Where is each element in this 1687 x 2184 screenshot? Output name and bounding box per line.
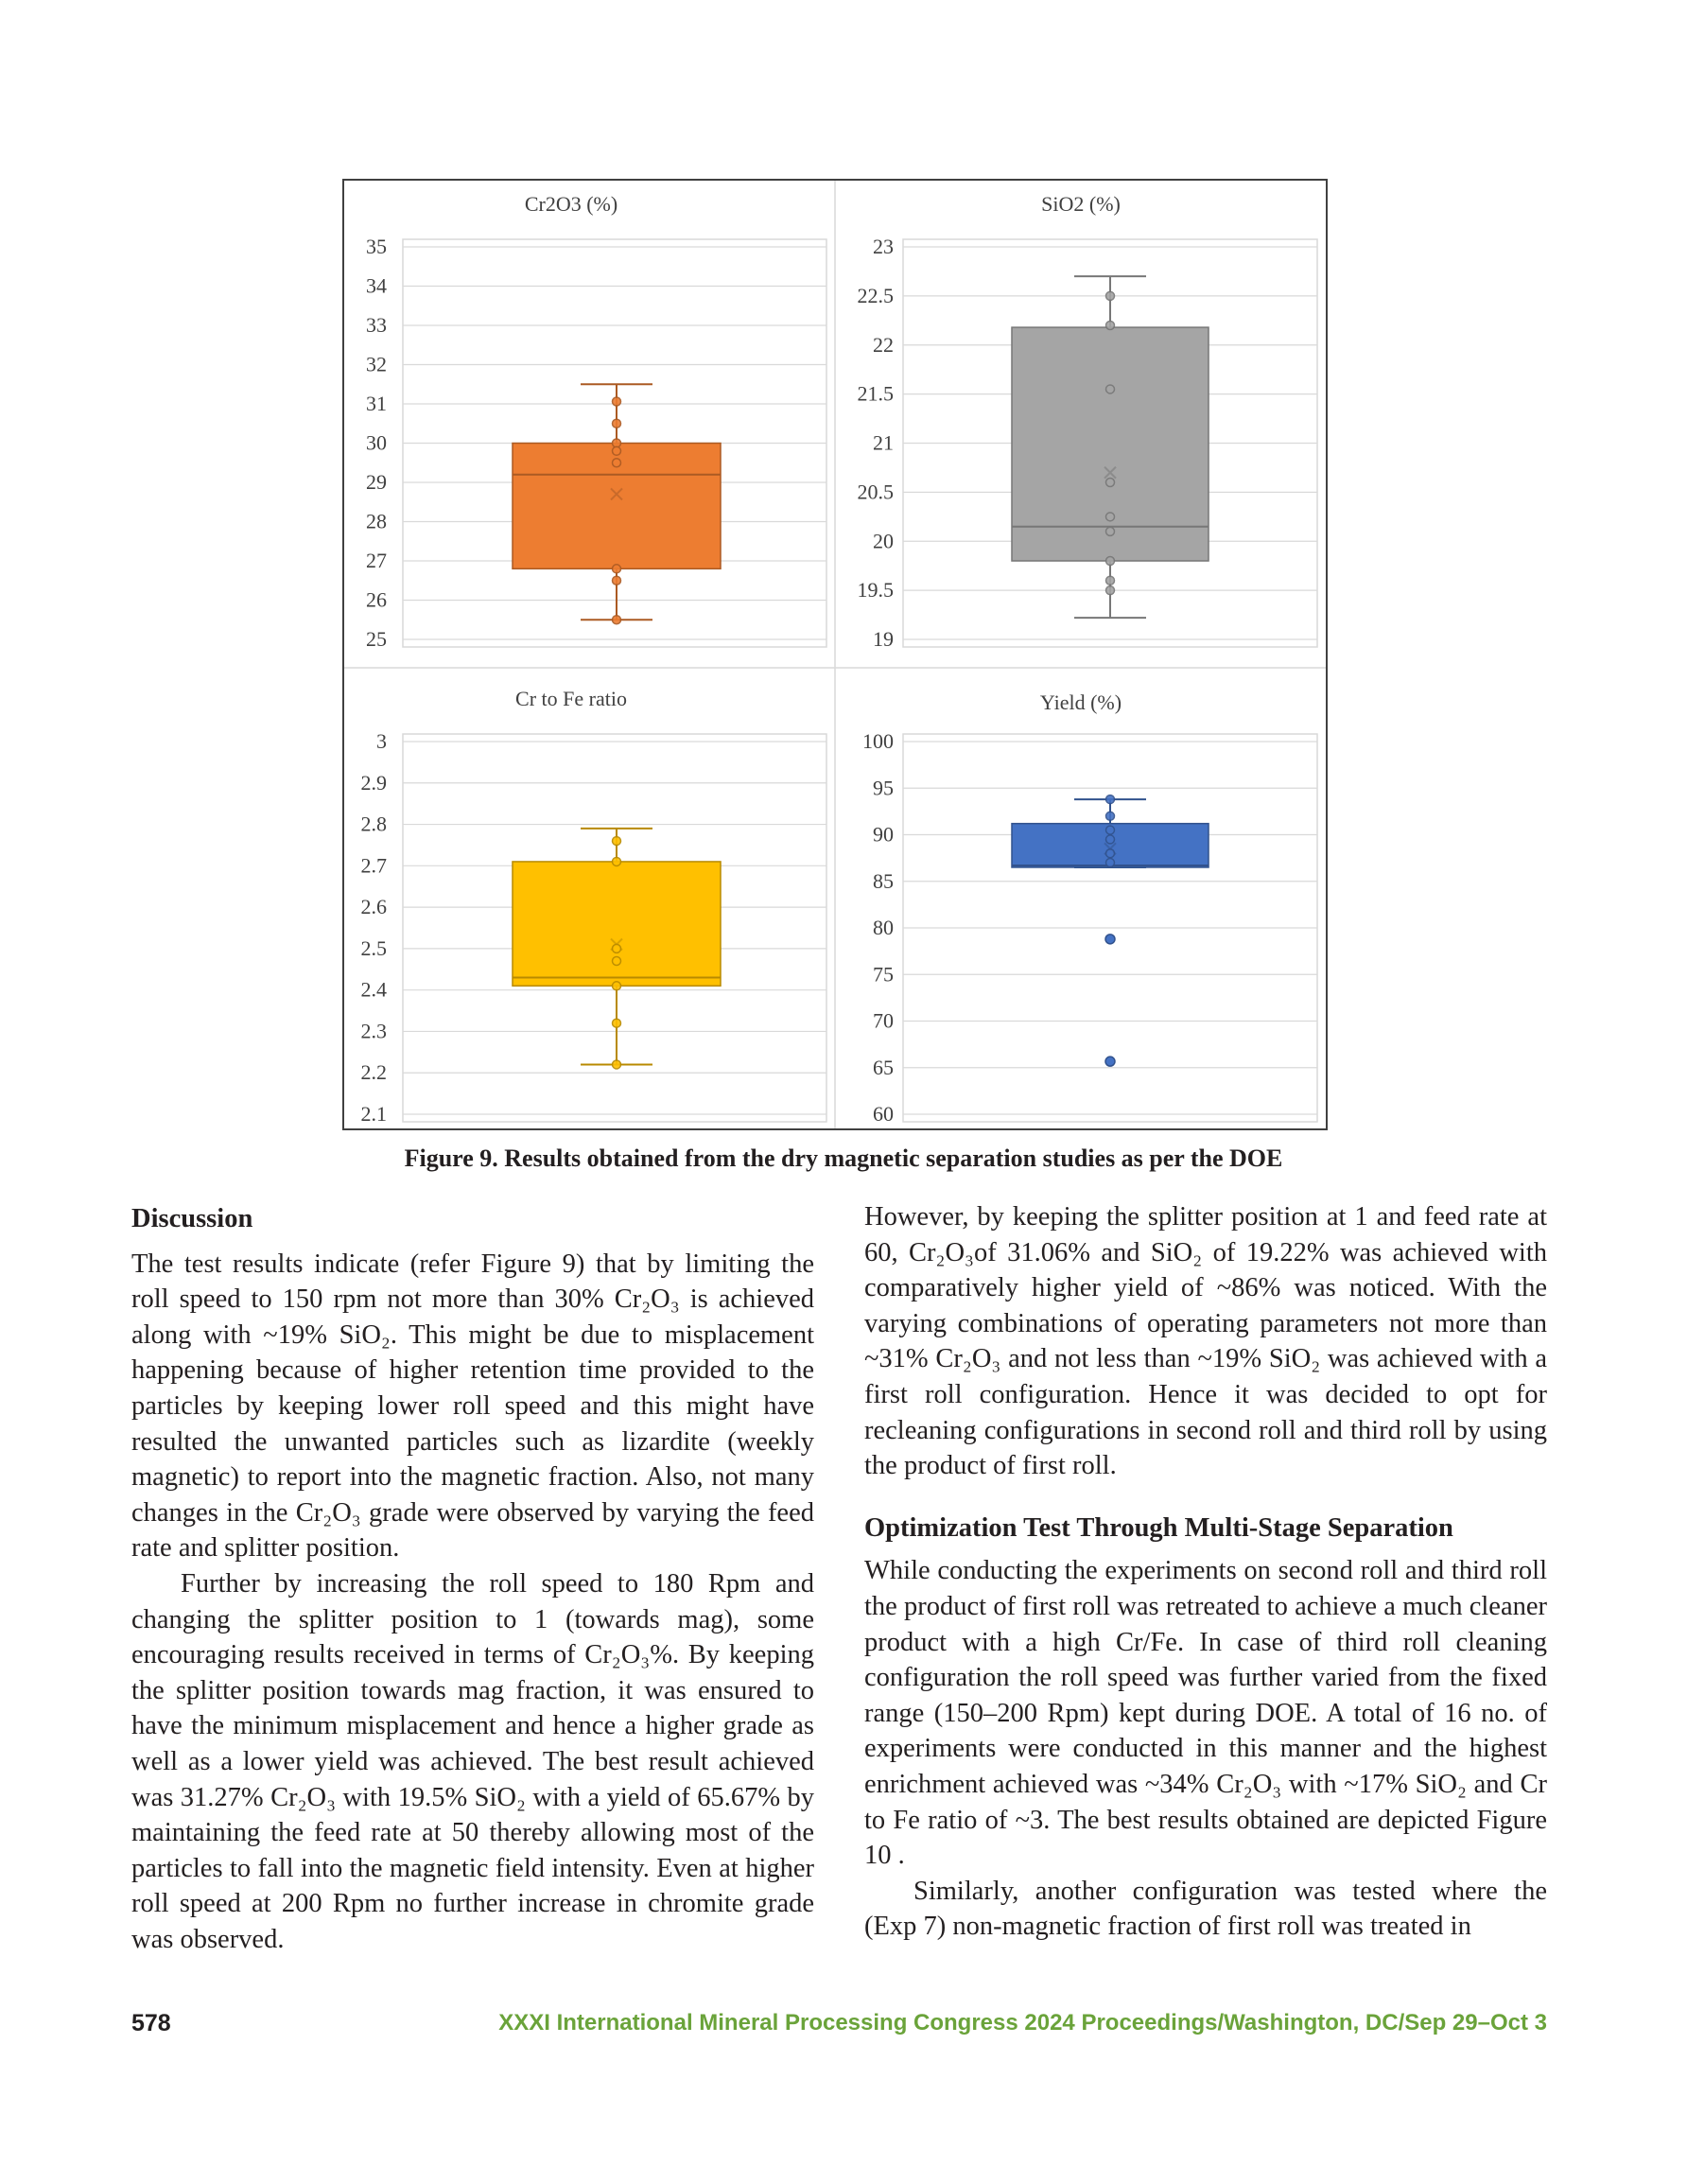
y-tick-label: 32 — [366, 352, 387, 376]
y-tick-label: 2.3 — [360, 1019, 387, 1043]
paragraph: However, by keeping the splitter position at 1 and feed rate at 60, Cr₂O₃of 31.06% and SiO₂ of 19.22% was achieved with comparatively higher yield of ~86% was noticed. With the varying combinations of operating parameters not more than ~31% Cr₂O₃ and not less than ~19% SiO₂ was achieved with a first roll configuration. Hence it was decided to opt for recleaning configurations in second roll and third roll by using the product of first roll. — [864, 1202, 1547, 1481]
data-point — [613, 837, 621, 846]
y-tick-label: 25 — [366, 627, 387, 651]
chart-title: SiO2 (%) — [1041, 192, 1121, 216]
paragraph: Further by increasing the roll speed to 180 Rpm and changing the splitter position to 1 (towards mag), some encouraging results received in terms of Cr₂O₃%. By keeping the splitter position towards mag fraction, it was ensured to have the minimum misplacement and hence a higher grade as well as a lower yield was achieved. The best result achieved was 31.27% Cr₂O₃ with 19.5% SiO₂ with a yield of 65.67% by maintaining the feed rate at 50 thereby allowing most of the particles to fall into the magnetic field intensity. Even at higher roll speed at 200 Rpm no further increase in chromite grade was observed. — [131, 1568, 814, 1954]
y-tick-label: 31 — [366, 392, 387, 415]
paragraph: The test results indicate (refer Figure 9) that by limiting the roll speed to 150 rpm not more than 30% Cr₂O₃ is achieved along with ~19% SiO₂. This might be due to misplacement happening because of higher retention time provided to the particles by keeping lower roll speed and this might have resulted the unwanted particles such as lizardite (weekly magnetic) to report into the magnetic fraction. Also, not many changes in the Cr₂O₃ grade were observed by varying the feed rate and splitter position. — [131, 1249, 814, 1564]
y-tick-label: 20.5 — [857, 480, 894, 504]
y-tick-label: 23 — [873, 235, 894, 258]
page-number: 578 — [131, 2010, 171, 2036]
y-tick-label: 2.9 — [360, 770, 387, 795]
y-tick-label: 22.5 — [857, 283, 894, 307]
data-point — [613, 857, 621, 865]
y-tick-label: 34 — [366, 273, 387, 298]
box-plot-grid — [344, 181, 1326, 1128]
y-tick-label: 2.4 — [360, 977, 387, 1002]
y-tick-label: 22 — [873, 332, 894, 357]
section-heading-optimization: Optimization Test Through Multi-Stage Separation — [864, 1512, 1453, 1543]
data-point — [613, 944, 621, 952]
y-tick-label: 95 — [873, 776, 894, 800]
y-tick-label: 21.5 — [857, 381, 894, 406]
y-tick-label: 2.8 — [360, 812, 387, 836]
y-tick-label: 65 — [873, 1055, 894, 1079]
data-point — [1106, 849, 1115, 858]
y-tick-label: 60 — [873, 1102, 894, 1126]
y-tick-label: 2.7 — [360, 853, 387, 878]
data-point — [1106, 576, 1115, 585]
y-tick-label: 35 — [366, 235, 387, 258]
data-point — [1106, 826, 1115, 834]
box — [513, 862, 721, 986]
chart-title: Yield (%) — [1039, 690, 1122, 714]
figure-caption: Figure 9. Results obtained from the dry magnetic separation studies as per the DOE — [404, 1144, 1283, 1172]
y-tick-label: 100 — [862, 729, 894, 753]
y-tick-label: 90 — [873, 822, 894, 847]
data-point — [1106, 513, 1115, 521]
y-tick-label: 3 — [376, 729, 387, 753]
data-point — [613, 1060, 621, 1069]
chart-title: Cr2O3 (%) — [524, 192, 618, 216]
data-point — [613, 419, 621, 428]
data-point — [613, 459, 621, 467]
data-point — [1106, 479, 1115, 487]
y-tick-label: 30 — [366, 430, 387, 455]
data-point — [613, 1019, 621, 1027]
data-point — [1106, 322, 1115, 330]
data-point — [1106, 795, 1115, 804]
data-point — [1106, 557, 1115, 566]
y-tick-label: 28 — [366, 509, 387, 533]
data-point — [613, 616, 621, 624]
section-heading-discussion: Discussion — [131, 1204, 253, 1233]
data-point — [1106, 586, 1115, 595]
y-tick-label: 20 — [873, 529, 894, 553]
y-tick-label: 70 — [873, 1008, 894, 1033]
data-point — [613, 957, 621, 966]
y-tick-label: 19.5 — [857, 578, 894, 603]
y-tick-label: 75 — [873, 962, 894, 987]
data-point — [1106, 291, 1115, 300]
y-tick-label: 2.2 — [360, 1060, 387, 1085]
y-tick-label: 2.1 — [360, 1102, 387, 1126]
outlier-point — [1105, 1057, 1115, 1066]
data-point — [613, 446, 621, 455]
paragraph: Similarly, another configuration was tested where the (Exp 7) non-magnetic fraction of first roll was treated in — [864, 1876, 1547, 1942]
data-point — [1106, 835, 1115, 844]
data-point — [1106, 859, 1115, 867]
y-tick-label: 80 — [873, 916, 894, 939]
paragraph: While conducting the experiments on second roll and third roll the product of first roll was retreated to achieve a much cleaner product with a high Cr/Fe. In case of third roll cleaning configuration the roll speed was further varied from the fixed range (150–200 Rpm) kept during DOE. A total of 16 no. of experiments were conducted in this manner and the highest enrichment achieved was ~34% Cr₂O₃ with ~17% SiO₂ and Cr to Fe ratio of ~3. The best results obtained are depicted Figure 10 . — [864, 1556, 1547, 1871]
data-point — [613, 982, 621, 990]
outlier-point — [1105, 935, 1115, 944]
right-column — [864, 1199, 1547, 1945]
y-tick-label: 21 — [873, 430, 894, 455]
conference-footer: XXXI International Mineral Processing Congress 2024 Proceedings/Washington, DC/Sep 29–Oct 3 — [498, 2010, 1547, 2035]
figure-9 — [342, 179, 1328, 1130]
y-tick-label: 19 — [873, 627, 894, 651]
chart-title: Cr to Fe ratio — [515, 687, 627, 710]
y-tick-label: 27 — [366, 549, 387, 572]
y-tick-label: 29 — [366, 470, 387, 494]
data-point — [1106, 385, 1115, 393]
data-point — [613, 576, 621, 585]
y-tick-label: 85 — [873, 868, 894, 893]
y-tick-label: 26 — [366, 587, 387, 612]
data-point — [1106, 527, 1115, 535]
data-point — [613, 565, 621, 573]
data-point — [613, 397, 621, 406]
y-tick-label: 2.6 — [360, 895, 387, 919]
y-tick-label: 2.5 — [360, 935, 387, 960]
y-tick-label: 33 — [366, 313, 387, 337]
left-column — [131, 1201, 814, 1957]
data-point — [1106, 812, 1115, 820]
